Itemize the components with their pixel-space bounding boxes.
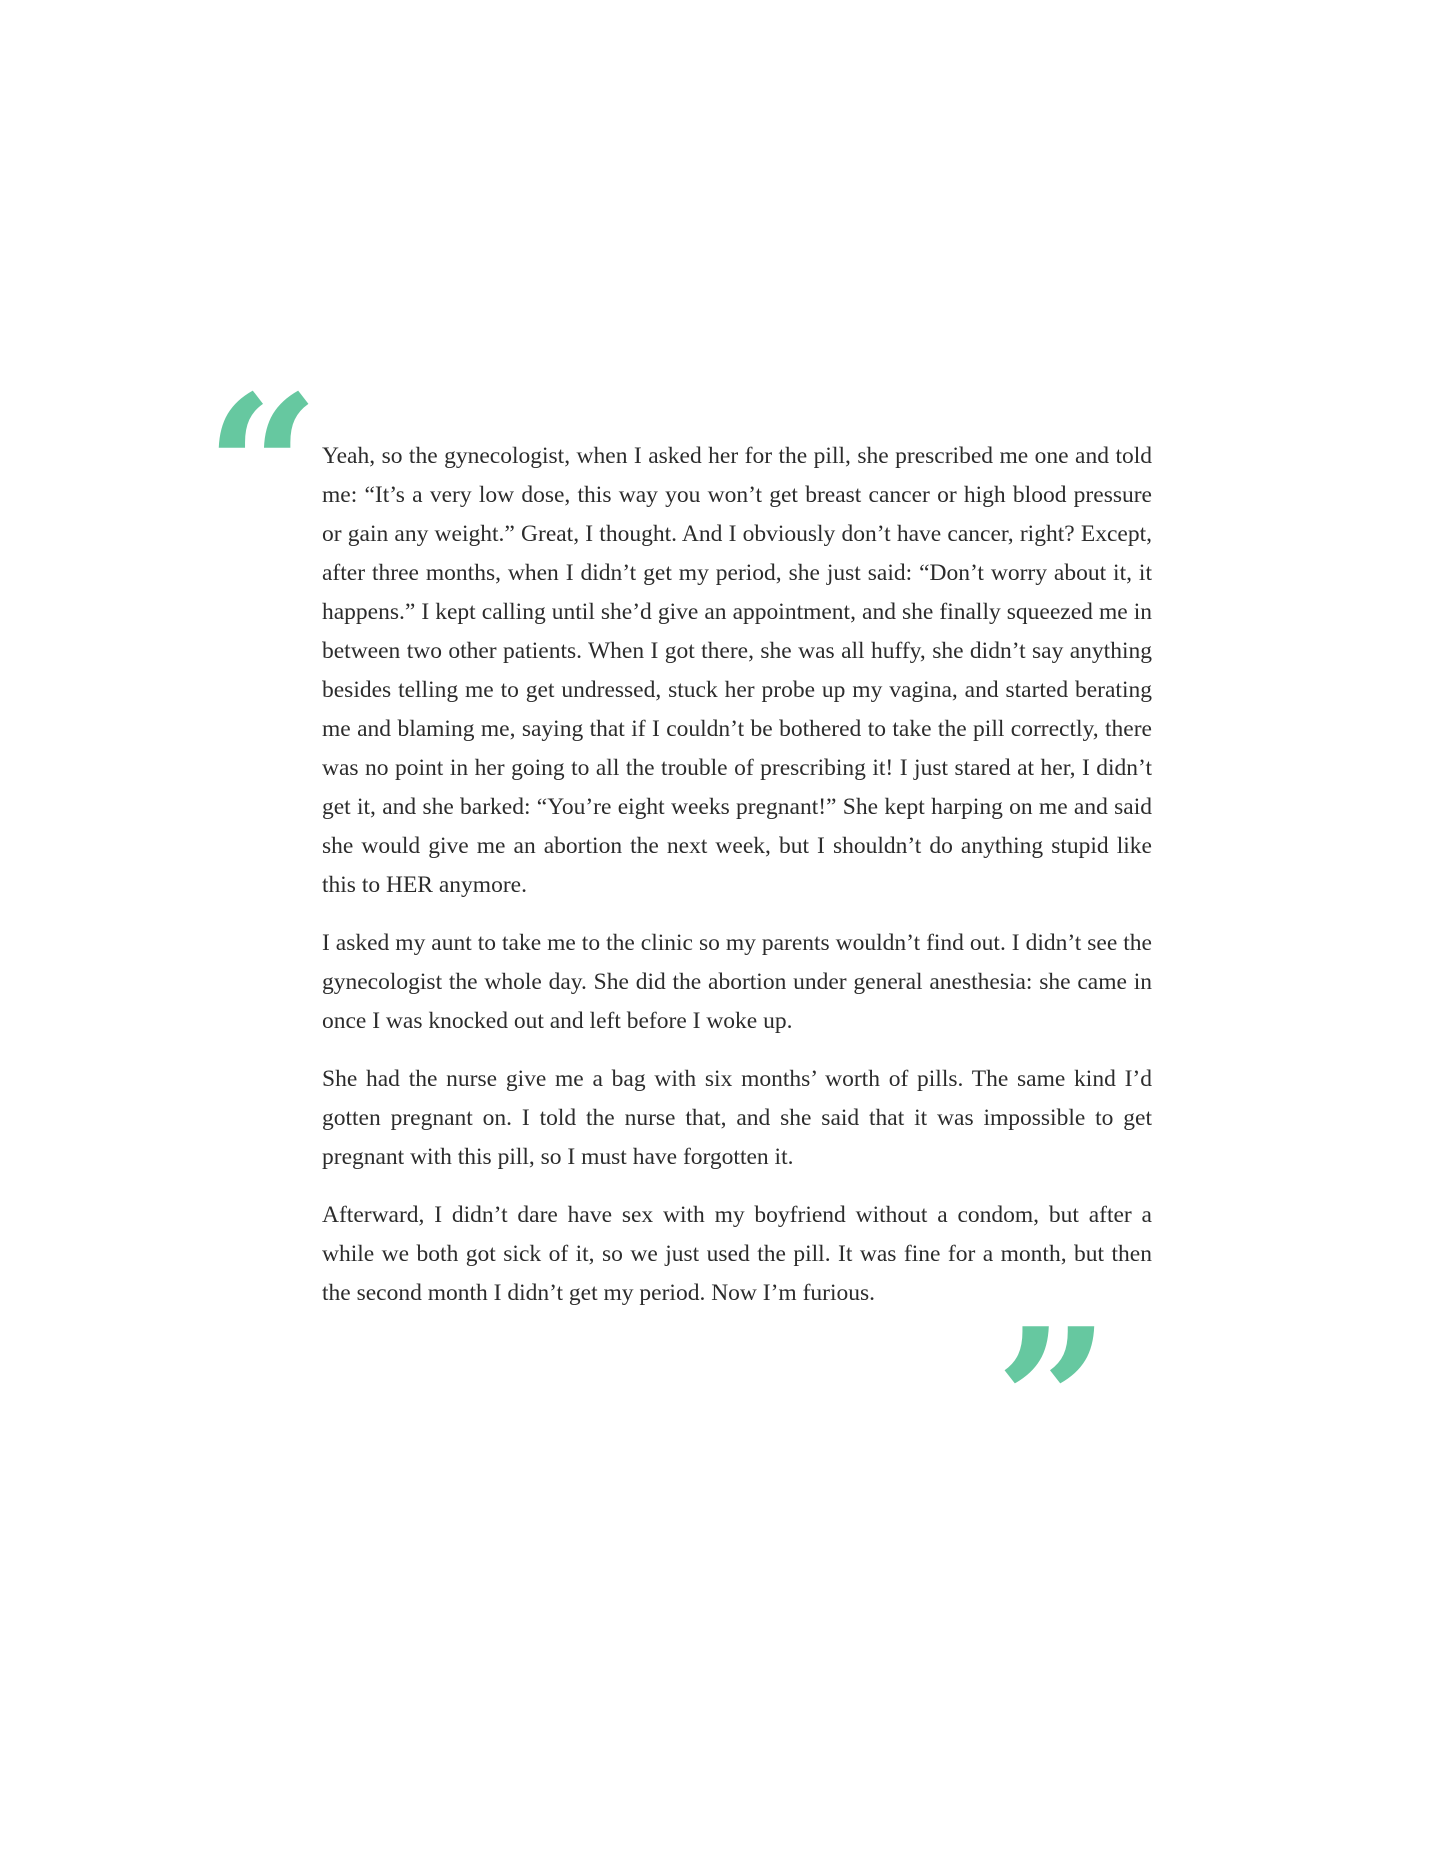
quote-paragraph-3: She had the nurse give me a bag with six months’ worth of pills. The same kind I’d gotten pregnant on. I told the nurse that, and she said that it was impossible to get pregnant with this pill, so I must have forgotten it. (322, 1066, 1152, 1170)
quote-body (322, 437, 1152, 1332)
close-quote-mark: ” (995, 1285, 1111, 1520)
quote-paragraph-1: Yeah, so the gynecologist, when I asked her for the pill, she prescribed me one and told me: “It’s a very low dose, this way you won’t get breast cancer or high blood pressure or gain any weight.” Great, I thought. And I obviously don’t have cancer, right? Except, after three months, when I didn’t get my period, she just said: “Don’t worry about it, it happens.” I kept calling until she’d give an appointment, and she finally squeezed me in between two other patients. When I got there, she was all huffy, she didn’t say anything besides telling me to get undressed, stuck her probe up my vagina, and started berating me and blaming me, saying that if I couldn’t be bothered to take the pill correctly, there was no point in her going to all the trouble of prescribing it! I just stared at her, I didn’t get it, and she barked: “You’re eight weeks pregnant!” She kept harping on me and said she would give me an abortion the next week, but I shouldn’t do anything stupid like this to HER anymore. (322, 443, 1152, 898)
quote-paragraph-2: I asked my aunt to take me to the clinic so my parents wouldn’t find out. I didn’t see the gynecologist the whole day. She did the abortion under general anesthesia: she came in once I was knocked out and left before I woke up. (322, 930, 1152, 1034)
quote-paragraph-4: Afterward, I didn’t dare have sex with my boyfriend without a condom, but after a while we both got sick of it, so we just used the pill. It was fine for a month, but then the second month I didn’t get my period. Now I’m furious. (322, 1202, 1152, 1306)
open-quote-mark: “ (205, 352, 321, 587)
